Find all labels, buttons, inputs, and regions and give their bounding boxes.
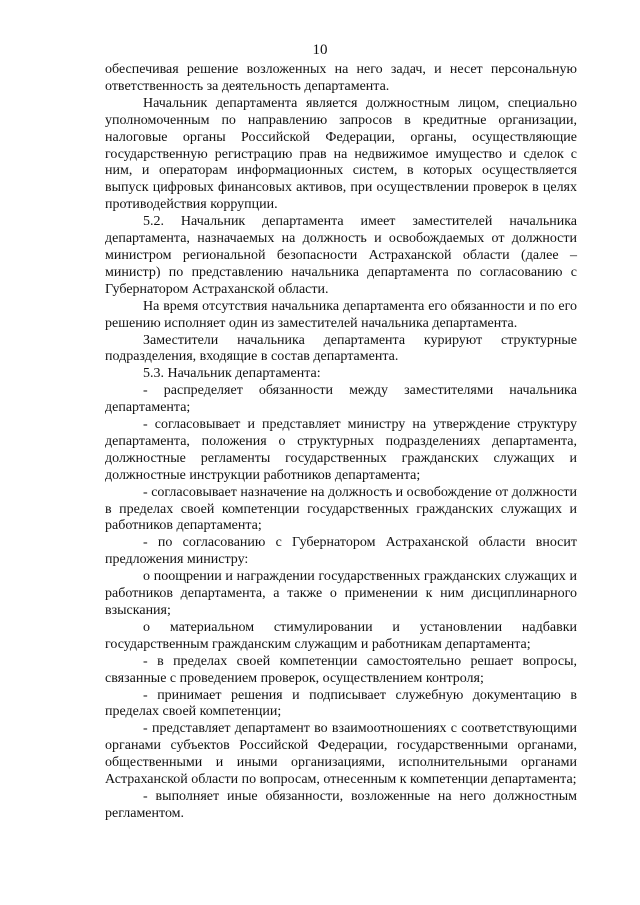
paragraph-continuation: обеспечивая решение возложенных на него задач, и несет персональную ответственность за деятельность департамента. [105,62,577,94]
list-item-inspections: - в пределах своей компетенции самостоятельно решает вопросы, связанные с проведением проверок, осуществлением контроля; [105,653,577,686]
list-item-signs-documents: - принимает решения и подписывает служебную документацию в пределах своей компетенции; [105,687,577,720]
list-item-approves-structure: - согласовывает и представляет министру на утверждение структуру департамента, положения о структурных подразделениях департамента, должностные регламенты государственных гражданских служащих и должностные инструкции работников департамента; [105,417,577,483]
list-item-other-duties: - выполняет иные обязанности, возложенные на него должностным регламентом. [105,788,577,821]
paragraph-5-3-heading: 5.3. Начальник департамента: [143,366,321,382]
page-number: 10 [312,42,328,58]
paragraph-absence-duties: На время отсутствия начальника департамента его обязанности и по его решению исполняет один из заместителей начальника департамента. [105,298,577,331]
sub-item-incentives: о материальном стимулировании и установлении надбавки государственным гражданским служащим и работникам департамента; [105,619,577,652]
list-item-appointment: - согласовывает назначение на должность и освобождение от должности в пределах своей компетенции государственных гражданских служащих и работников департамента; [105,484,577,534]
list-item-represents: - представляет департамент во взаимоотношениях с соответствующими органами субъектов Российской Федерации, государственными органами, общественными и иными организациями, исполнительными органами Астраханской области по вопросам, отнесенным к компетенции департамента; [105,721,577,788]
paragraph-head-authority: Начальник департамента является должностным лицом, специально уполномоченным по направлению запросов в кредитные организации, налоговые органы Российской Федерации, органы, осуществляющие государственную регистрацию прав на недвижимое имущество и сделок с ним, и операторам информационных систем, в которых осуществляется выпуск цифровых финансовых активов, при осуществлении проверок в целях противодействия коррупции. [105,95,577,213]
paragraph-5-2-deputies: 5.2. Начальник департамента имеет заместителей начальника департамента, назначаемых на должность и освобождаемых от должности министром региональной безопасности Астраханской области (далее – министр) по представлению начальника департамента по согласованию с Губернатором Астраханской области. [105,214,577,297]
document-body [105,62,577,823]
list-item-distributes-duties: - распределяет обязанности между заместителями начальника департамента; [105,383,577,416]
sub-item-awards: о поощрении и награждении государственных гражданских служащих и работников департамента, а также о применении к ним дисциплинарного взыскания; [105,569,577,618]
paragraph-deputies-supervise: Заместители начальника департамента курируют структурные подразделения, входящие в состав департамента. [105,332,577,365]
list-item-proposals: - по согласованию с Губернатором Астраханской области вносит предложения министру: [105,535,577,568]
